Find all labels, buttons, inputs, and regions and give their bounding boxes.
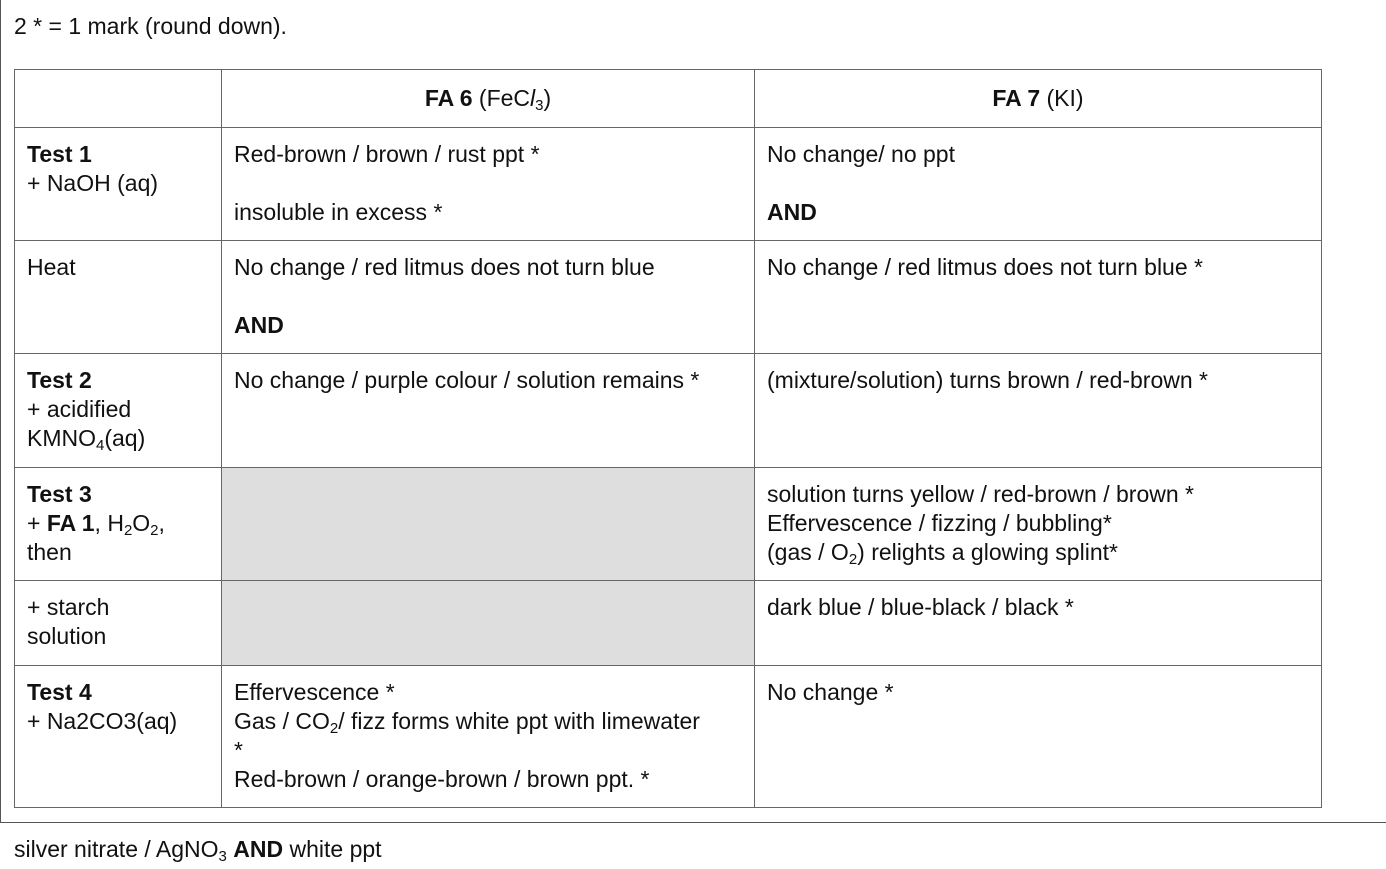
starch-fa7: dark blue / blue-black / black * (755, 581, 1322, 666)
table-row-test4 (15, 666, 1322, 808)
table-header-row (15, 70, 1322, 128)
test2-fa6: No change / purple colour / solution remains * (222, 354, 755, 468)
test1-fa7: No change/ no ppt AND (755, 128, 1322, 241)
heat-label: Heat (15, 241, 222, 354)
header-blank (15, 70, 222, 128)
footer-answer: silver nitrate / AgNO$_3$ AND white ppt (14, 836, 382, 865)
test1-label: Test 1 + NaOH (aq) (15, 128, 222, 241)
table-row-test2 (15, 354, 1322, 468)
header-fa6: FA 6 (FeCl$_3$) (222, 70, 755, 128)
starch-fa6-shaded (222, 581, 755, 666)
table-row-test1 (15, 128, 1322, 241)
test3-fa6-shaded (222, 468, 755, 581)
test3-fa7: solution turns yellow / red-brown / brown * Effervescence / fizzing / bubbling* $(gas / O_2)$ relights a glowing splint* (755, 468, 1322, 581)
table-row-starch (15, 581, 1322, 666)
marking-note: 2 * = 1 mark (round down). (14, 13, 287, 39)
heat-fa7: No change / red litmus does not turn blue * (755, 241, 1322, 354)
footer-divider (0, 822, 1386, 823)
results-table (14, 69, 1322, 808)
test4-label: Test 4 + Na2CO3(aq) (15, 666, 222, 808)
table-row-heat (15, 241, 1322, 354)
test4-fa7: No change * (755, 666, 1322, 808)
test1-fa6: Red-brown / brown / rust ppt * insoluble in excess * (222, 128, 755, 241)
test4-fa6: Effervescence * Gas / $CO_2/$ fizz forms white ppt with limewater * Red-brown / orange-brown / brown ppt. * (222, 666, 755, 808)
test2-label: Test 2 + acidified $KMNO_4(aq)$ (15, 354, 222, 468)
table-row-test3 (15, 468, 1322, 581)
test2-fa7: (mixture/solution) turns brown / red-brown * (755, 354, 1322, 468)
test3-label: Test 3 + FA 1, $H_2O_2$, then (15, 468, 222, 581)
heat-fa6: No change / red litmus does not turn blue AND (222, 241, 755, 354)
header-fa7: FA 7 (KI) (755, 70, 1322, 128)
starch-label: + starch solution (15, 581, 222, 666)
